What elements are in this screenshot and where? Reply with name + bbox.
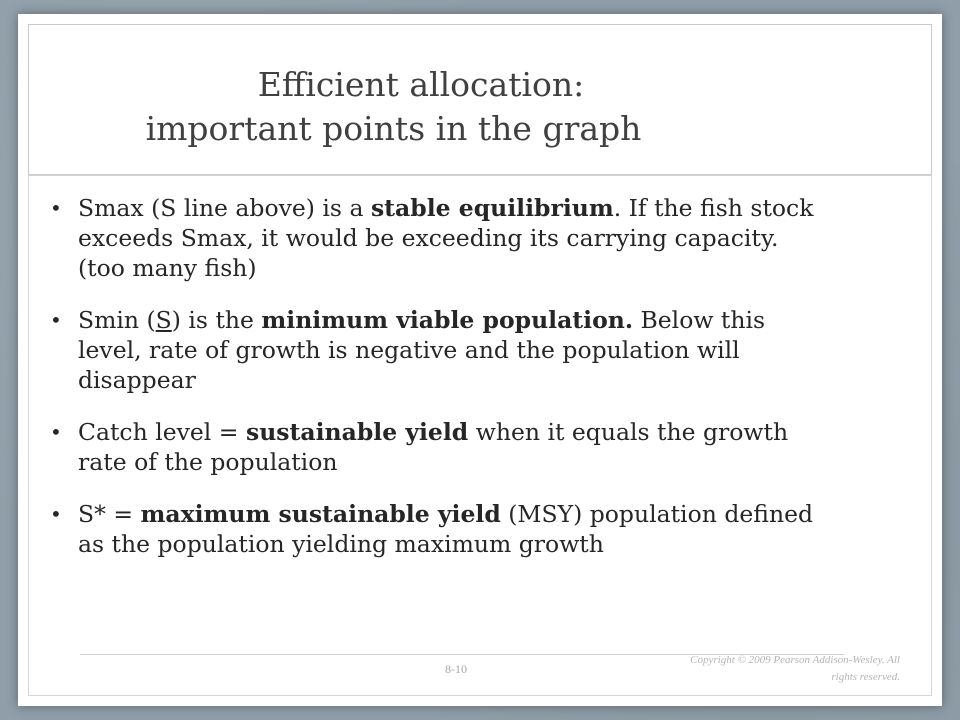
- copyright-line-2: rights reserved.: [831, 671, 900, 683]
- bullet-emphasis: maximum sustainable yield: [140, 500, 501, 528]
- copyright-line-1: Copyright © 2009 Pearson Addison-Wesley. All: [690, 654, 900, 666]
- bullet-text: (MSY) population defined as the population yielding maximum growth: [78, 500, 814, 558]
- copyright-notice: [630, 652, 900, 686]
- bullet-text: . If the fish stock exceeds Smax, it would be exceeding its carrying capacity. (too many fish): [78, 194, 814, 282]
- bullet-marker: •: [50, 308, 62, 332]
- title-line-1: Efficient allocation:: [257, 65, 585, 104]
- title-line-2: important points in the graph: [145, 109, 642, 148]
- bullet-text: S* =: [78, 500, 141, 528]
- bullet-text: Catch level =: [78, 418, 246, 446]
- bullet-text: ) is the: [171, 306, 262, 334]
- bullet-emphasis: sustainable yield: [245, 418, 469, 446]
- bullet-marker: •: [50, 420, 62, 444]
- bullet-text: when it equals the growth rate of the population: [78, 418, 789, 476]
- bullet-text: S: [155, 306, 172, 334]
- bullet-item: [50, 417, 830, 477]
- bullet-item: [50, 499, 830, 559]
- bullet-marker: •: [50, 196, 62, 220]
- bullet-item: [50, 193, 830, 283]
- bullet-text: Smax (S line above) is a: [78, 194, 371, 222]
- bullet-text: Smin (: [78, 306, 156, 334]
- bullet-emphasis: minimum viable population.: [261, 306, 634, 334]
- bullet-text: Below this level, rate of growth is negative and the population will disappear: [78, 306, 766, 394]
- slide-title: [29, 63, 933, 151]
- bullet-marker: •: [50, 502, 62, 526]
- bullet-list: [50, 193, 830, 581]
- bullet-emphasis: stable equilibrium: [370, 194, 614, 222]
- title-box: [28, 24, 932, 176]
- bullet-item: [50, 305, 830, 395]
- page-number: 8-10: [445, 662, 467, 676]
